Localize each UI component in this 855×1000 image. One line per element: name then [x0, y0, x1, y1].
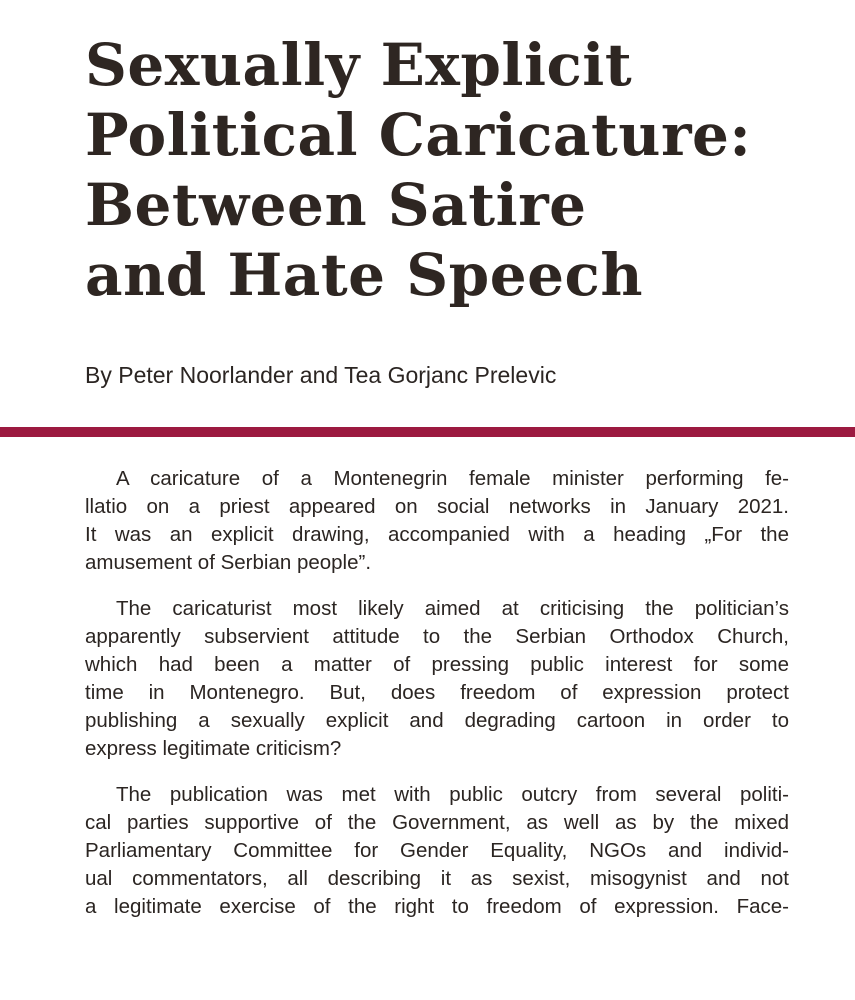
text-line: llatio on a priest appeared on social networks in January 2021. [85, 495, 789, 518]
title-line-3: Between Satire [85, 171, 587, 239]
byline: By Peter Noorlander and Tea Gorjanc Prelevic [85, 362, 557, 388]
paragraph-3 [85, 781, 789, 921]
section-divider [0, 427, 855, 437]
text-line: publishing a sexually explicit and degrading cartoon in order to [85, 709, 789, 732]
title-line-1: Sexually Explicit [85, 31, 633, 99]
text-line: which had been a matter of pressing public interest for some [85, 653, 789, 676]
text-line: A caricature of a Montenegrin female minister performing fe- [116, 467, 789, 490]
title-line-4: and Hate Speech [85, 241, 643, 309]
paragraph-1 [85, 465, 789, 577]
text-line: The publication was met with public outcry from several politi- [116, 783, 789, 806]
title-line-2: Political Caricature: [85, 101, 752, 169]
text-line: express legitimate criticism? [85, 737, 342, 760]
paragraph-2 [85, 595, 789, 763]
text-line: ual commentators, all describing it as sexist, misogynist and not [85, 867, 789, 890]
text-line: a legitimate exercise of the right to freedom of expression. Face- [85, 895, 789, 918]
text-line: It was an explicit drawing, accompanied with a heading „For the [85, 523, 789, 546]
text-line: cal parties supportive of the Government, as well as by the mixed [85, 811, 789, 834]
text-line: Parliamentary Committee for Gender Equality, NGOs and individ- [85, 839, 789, 862]
text-line: time in Montenegro. But, does freedom of expression protect [85, 681, 789, 704]
text-line: The caricaturist most likely aimed at criticising the politician’s [116, 597, 789, 620]
article-body [85, 465, 789, 939]
text-line: amusement of Serbian people”. [85, 551, 372, 574]
text-line: apparently subservient attitude to the Serbian Orthodox Church, [85, 625, 789, 648]
article-title [85, 30, 825, 310]
